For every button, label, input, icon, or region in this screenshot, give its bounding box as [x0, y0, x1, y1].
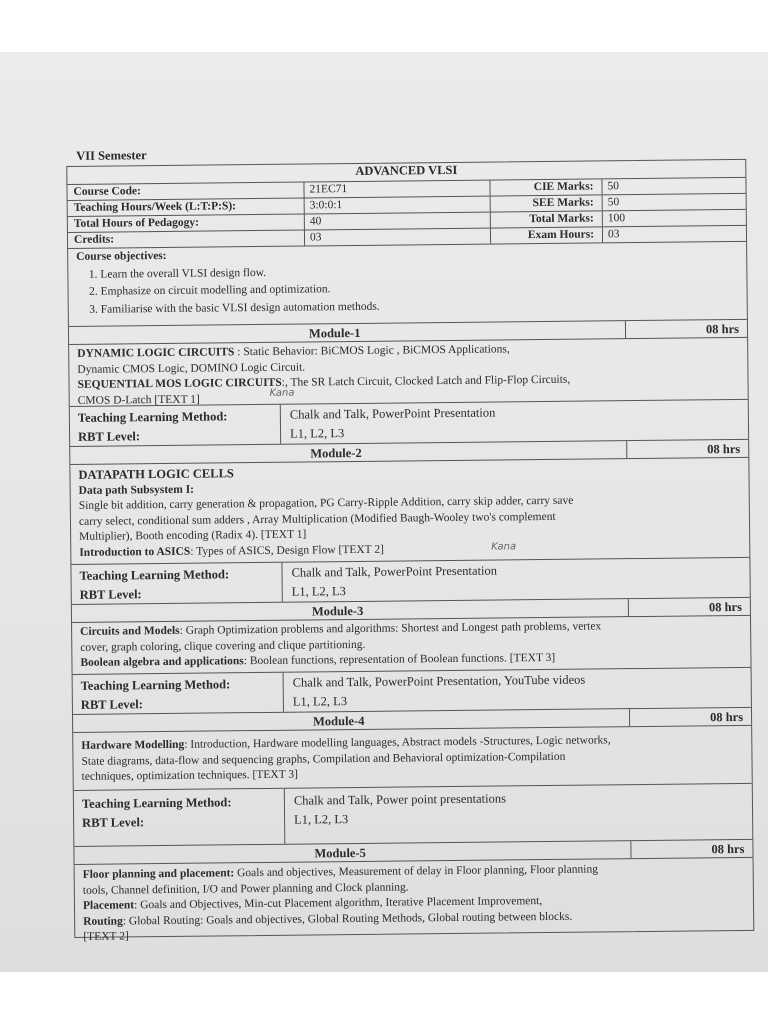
tlm-value: Chalk and Talk, Power point presentations: [293, 791, 507, 808]
credits-label: Credits:: [73, 233, 115, 246]
exam-hours-value: 03: [607, 228, 620, 241]
rbt-label: RBT Level:: [79, 587, 142, 603]
module-2-method: [71, 558, 749, 605]
total-marks-value: 100: [607, 212, 626, 225]
content-line: cover, graph coloring, clique covering and clique partitioning.: [80, 638, 366, 654]
content-line: Floor planning and placement: Goals and objectives, Measurement of delay in Floor planning, Floor planning: [82, 863, 599, 881]
handwritten-note: Kana: [491, 541, 517, 553]
tlm-label: Teaching Learning Method:: [79, 567, 230, 583]
module-5-content: [75, 858, 754, 943]
module-5-hours: 08 hrs: [711, 841, 745, 857]
tlm-label: Teaching Learning Method:: [77, 409, 228, 425]
content-line: CMOS D-Latch [TEXT 1]: [77, 393, 200, 407]
content-line: Dynamic CMOS Logic, DOMINO Logic Circuit.: [77, 361, 306, 376]
module-1-title: Module-1: [308, 325, 361, 341]
module-2-hours: 08 hrs: [707, 441, 741, 457]
teaching-hours-value: 3:0:0:1: [309, 199, 343, 212]
content-line: techniques, optimization techniques. [TEXT 3]: [81, 768, 299, 783]
handwritten-note: Kana: [269, 387, 295, 399]
content-line: DATAPATH LOGIC CELLS: [78, 466, 234, 482]
credits-value: 03: [309, 231, 322, 244]
module-1-content: [69, 338, 748, 407]
content-line: [TEXT 2]: [83, 930, 129, 943]
content-line: Routing: Global Routing: Goals and objectives, Global Routing Methods, Global routing between blocks.: [83, 910, 573, 928]
see-label: SEE Marks:: [532, 196, 594, 210]
content-line: Introduction to ASICS: Types of ASICS, Design Flow [TEXT 2]: [79, 543, 384, 559]
objectives-section: [68, 242, 747, 327]
module-2-title: Module-2: [310, 445, 362, 461]
module-3-title: Module-3: [311, 603, 364, 619]
total-marks-label: Total Marks:: [529, 212, 594, 226]
rbt-value: L1, L2, L3: [289, 426, 345, 442]
module-5-title: Module-5: [314, 845, 366, 861]
content-line: Data path Subsystem I:: [78, 483, 195, 497]
content-line: Multiplier), Booth encoding (Radix 4). [TEXT 1]: [79, 528, 307, 544]
rbt-label: RBT Level:: [78, 429, 141, 445]
syllabus-sheet: [66, 135, 754, 943]
content-line: carry select, conditional sum adders , Array Multiplication (Modified Baugh-Wooley two's complement: [78, 510, 556, 528]
content-line: Single bit addition, carry generation & propagation, PG Carry-Ripple Addition, carry skip adder, carry save: [78, 495, 574, 513]
module-1-hours: 08 hrs: [705, 321, 740, 337]
module-4-content: [73, 726, 752, 791]
pedagogy-value: 40: [309, 215, 322, 228]
module-4-hours: 08 hrs: [709, 709, 744, 725]
module-2-content: [70, 458, 749, 565]
rbt-label: RBT Level:: [80, 697, 143, 713]
tlm-label: Teaching Learning Method:: [81, 795, 232, 811]
objective-item: 2. Emphasize on circuit modelling and optimization.: [100, 278, 738, 300]
course-title: ADVANCED VLSI: [355, 162, 458, 178]
syllabus-table: [66, 159, 754, 943]
rbt-value: L1, L2, L3: [292, 694, 348, 710]
module-4-title: Module-4: [313, 713, 365, 729]
objectives-heading: Course objectives:: [76, 249, 167, 263]
tlm-value: Chalk and Talk, PowerPoint Presentation, YouTube videos: [292, 672, 586, 690]
content-line: Placement: Goals and Objectives, Min-cut Placement algorithm, Iterative Placement Improvement,: [82, 895, 543, 912]
semester-label: VII Semester: [76, 148, 147, 163]
content-line: Hardware Modelling: Introduction, Hardware modelling languages, Abstract models -Structures, Logic networks,: [81, 734, 611, 752]
content-line: Circuits and Models: Graph Optimization problems and algorithms: Shortest and Longest path problems, vertex: [80, 620, 602, 638]
objective-item: 1. Learn the overall VLSI design flow.: [100, 260, 738, 282]
rbt-value: L1, L2, L3: [294, 812, 349, 828]
exam-hours-label: Exam Hours:: [527, 228, 595, 242]
tlm-label: Teaching Learning Method:: [80, 677, 231, 693]
module-4-method: [74, 784, 753, 847]
cie-value: 50: [607, 180, 620, 193]
module-3-method: [73, 668, 751, 715]
content-line: SEQUENTIAL MOS LOGIC CIRCUITS:, The SR Latch Circuit, Clocked Latch and Flip-Flop Circuits,: [77, 373, 571, 391]
objectives-list: [76, 260, 738, 317]
teaching-hours-label: Teaching Hours/Week (L:T:P:S):: [73, 200, 237, 214]
module-3-hours: 08 hrs: [708, 599, 742, 615]
objective-item: 3. Familiarise with the basic VLSI design automation methods.: [101, 296, 739, 318]
rbt-value: L1, L2, L3: [291, 584, 346, 600]
module-3-content: [72, 616, 751, 675]
content-line: Boolean algebra and applications: Boolean functions, representation of Boolean functions. [TEXT 3]: [80, 651, 556, 669]
tlm-value: Chalk and Talk, PowerPoint Presentation: [291, 563, 498, 580]
content-line: DYNAMIC LOGIC CIRCUITS : Static Behavior: BiCMOS Logic , BiCMOS Applications,: [77, 343, 510, 360]
cie-label: CIE Marks:: [533, 180, 594, 194]
tlm-value: Chalk and Talk, PowerPoint Presentation: [289, 405, 496, 422]
course-code-value: 21EC71: [309, 183, 348, 196]
content-line: tools, Channel definition, I/O and Power planning and Clock planning.: [82, 880, 409, 897]
pedagogy-label: Total Hours of Pedagogy:: [73, 216, 200, 230]
module-1-method: [70, 400, 748, 447]
see-value: 50: [607, 196, 620, 209]
course-code-label: Course Code:: [73, 185, 141, 198]
rbt-label: RBT Level:: [82, 815, 145, 831]
content-line: State diagrams, data-flow and sequencing graphs, Compilation and Behavioral optimization-Compilation: [81, 750, 566, 768]
